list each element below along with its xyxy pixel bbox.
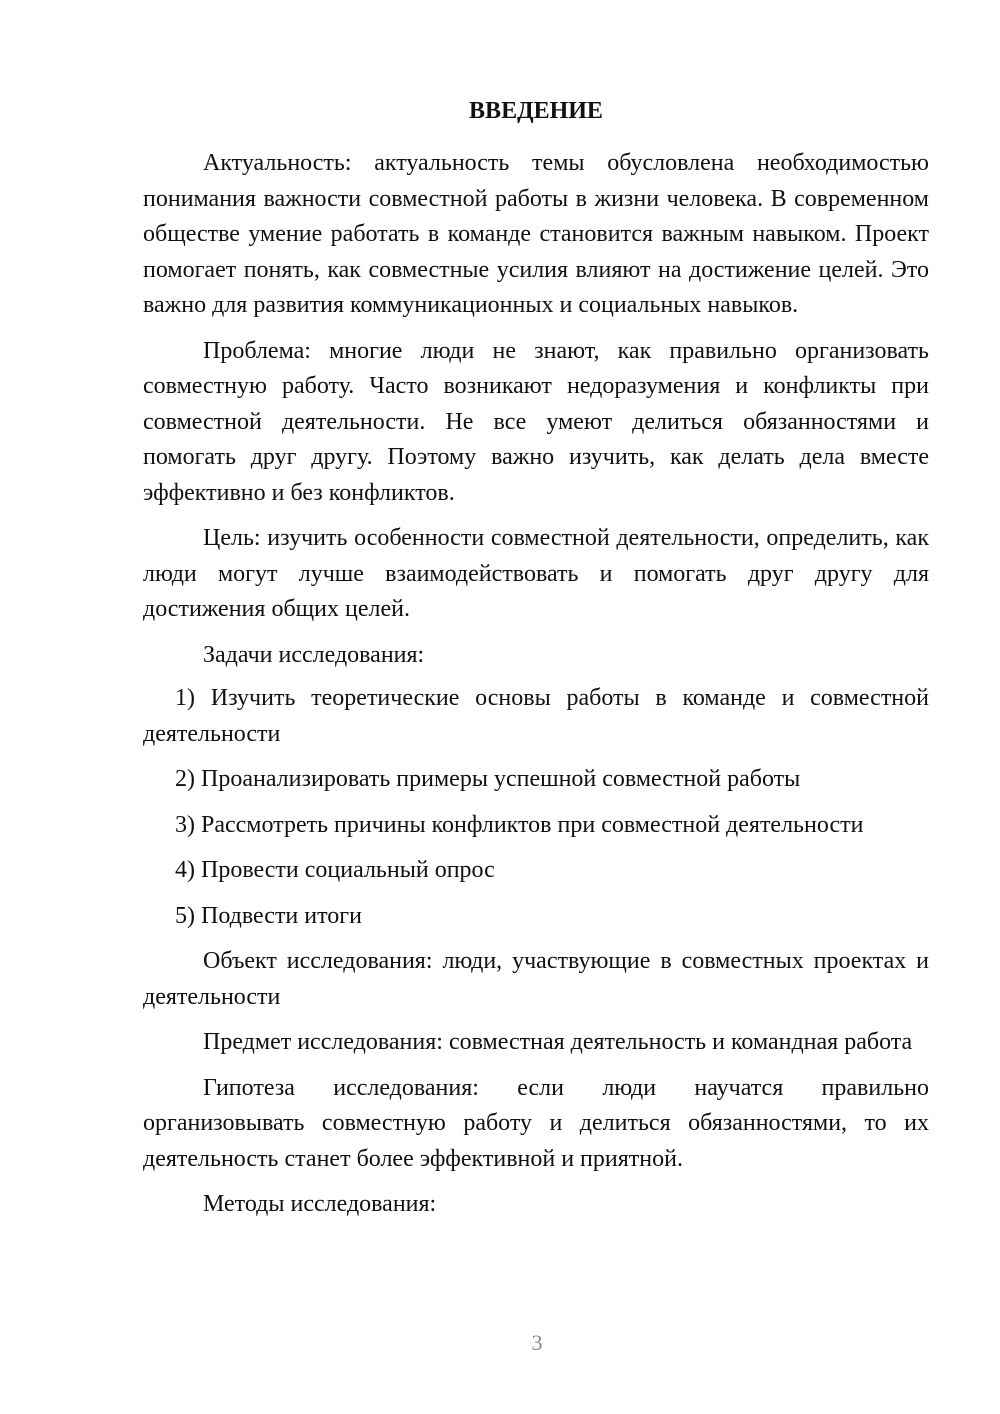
paragraph-subject: Предмет исследования: совместная деятельность и командная работа [203,1029,913,1055]
page-title: ВВЕДЕНИЕ [469,98,603,124]
task-item: 5) Подвести итоги [175,902,362,929]
page-number: 3 [531,1330,543,1355]
paragraph-goal: Цель: изучить особенности совместной деятельности, определить, как люди могут лучше взаимодействовать и помогать друг другу для достижения общих целей. [143,525,929,622]
task-item: 4) Провести социальный опрос [175,857,495,883]
paragraph-relevance: Актуальность: актуальность темы обусловлена необходимостью понимания важности совместной работы в жизни человека. В современном обществе умение работать в команде становится важным навыком. Проект помогает понять, как совместные усилия влияют на достижение целей. Это важно для развития коммуникационных и социальных навыков. [143,150,929,318]
page-content [143,92,929,1233]
paragraph-hypothesis: Гипотеза исследования: если люди научатся правильно организовывать совместную работу и делиться обязанностями, то их деятельность станет более эффективной и приятной. [143,1074,929,1172]
paragraph-tasks-heading: Задачи исследования: [203,641,425,668]
task-item: 2) Проанализировать примеры успешной совместной работы [175,766,801,792]
task-item: 3) Рассмотреть причины конфликтов при совместной деятельности [175,811,864,838]
paragraph-object: Объект исследования: люди, участвующие в совместных проектах и деятельности [143,948,929,1010]
paragraph-methods: Методы исследования: [203,1191,437,1217]
paragraph-problem: Проблема: многие люди не знают, как правильно организовать совместную работу. Часто возникают недоразумения и конфликты при совместной деятельности. Не все умеют делиться обязанностями и помогать друг другу. Поэтому важно изучить, как делать дела вместе эффективно и без конфликтов. [143,337,929,506]
task-item: 1) Изучить теоретические основы работы в команде и совместной деятельности [143,685,929,747]
